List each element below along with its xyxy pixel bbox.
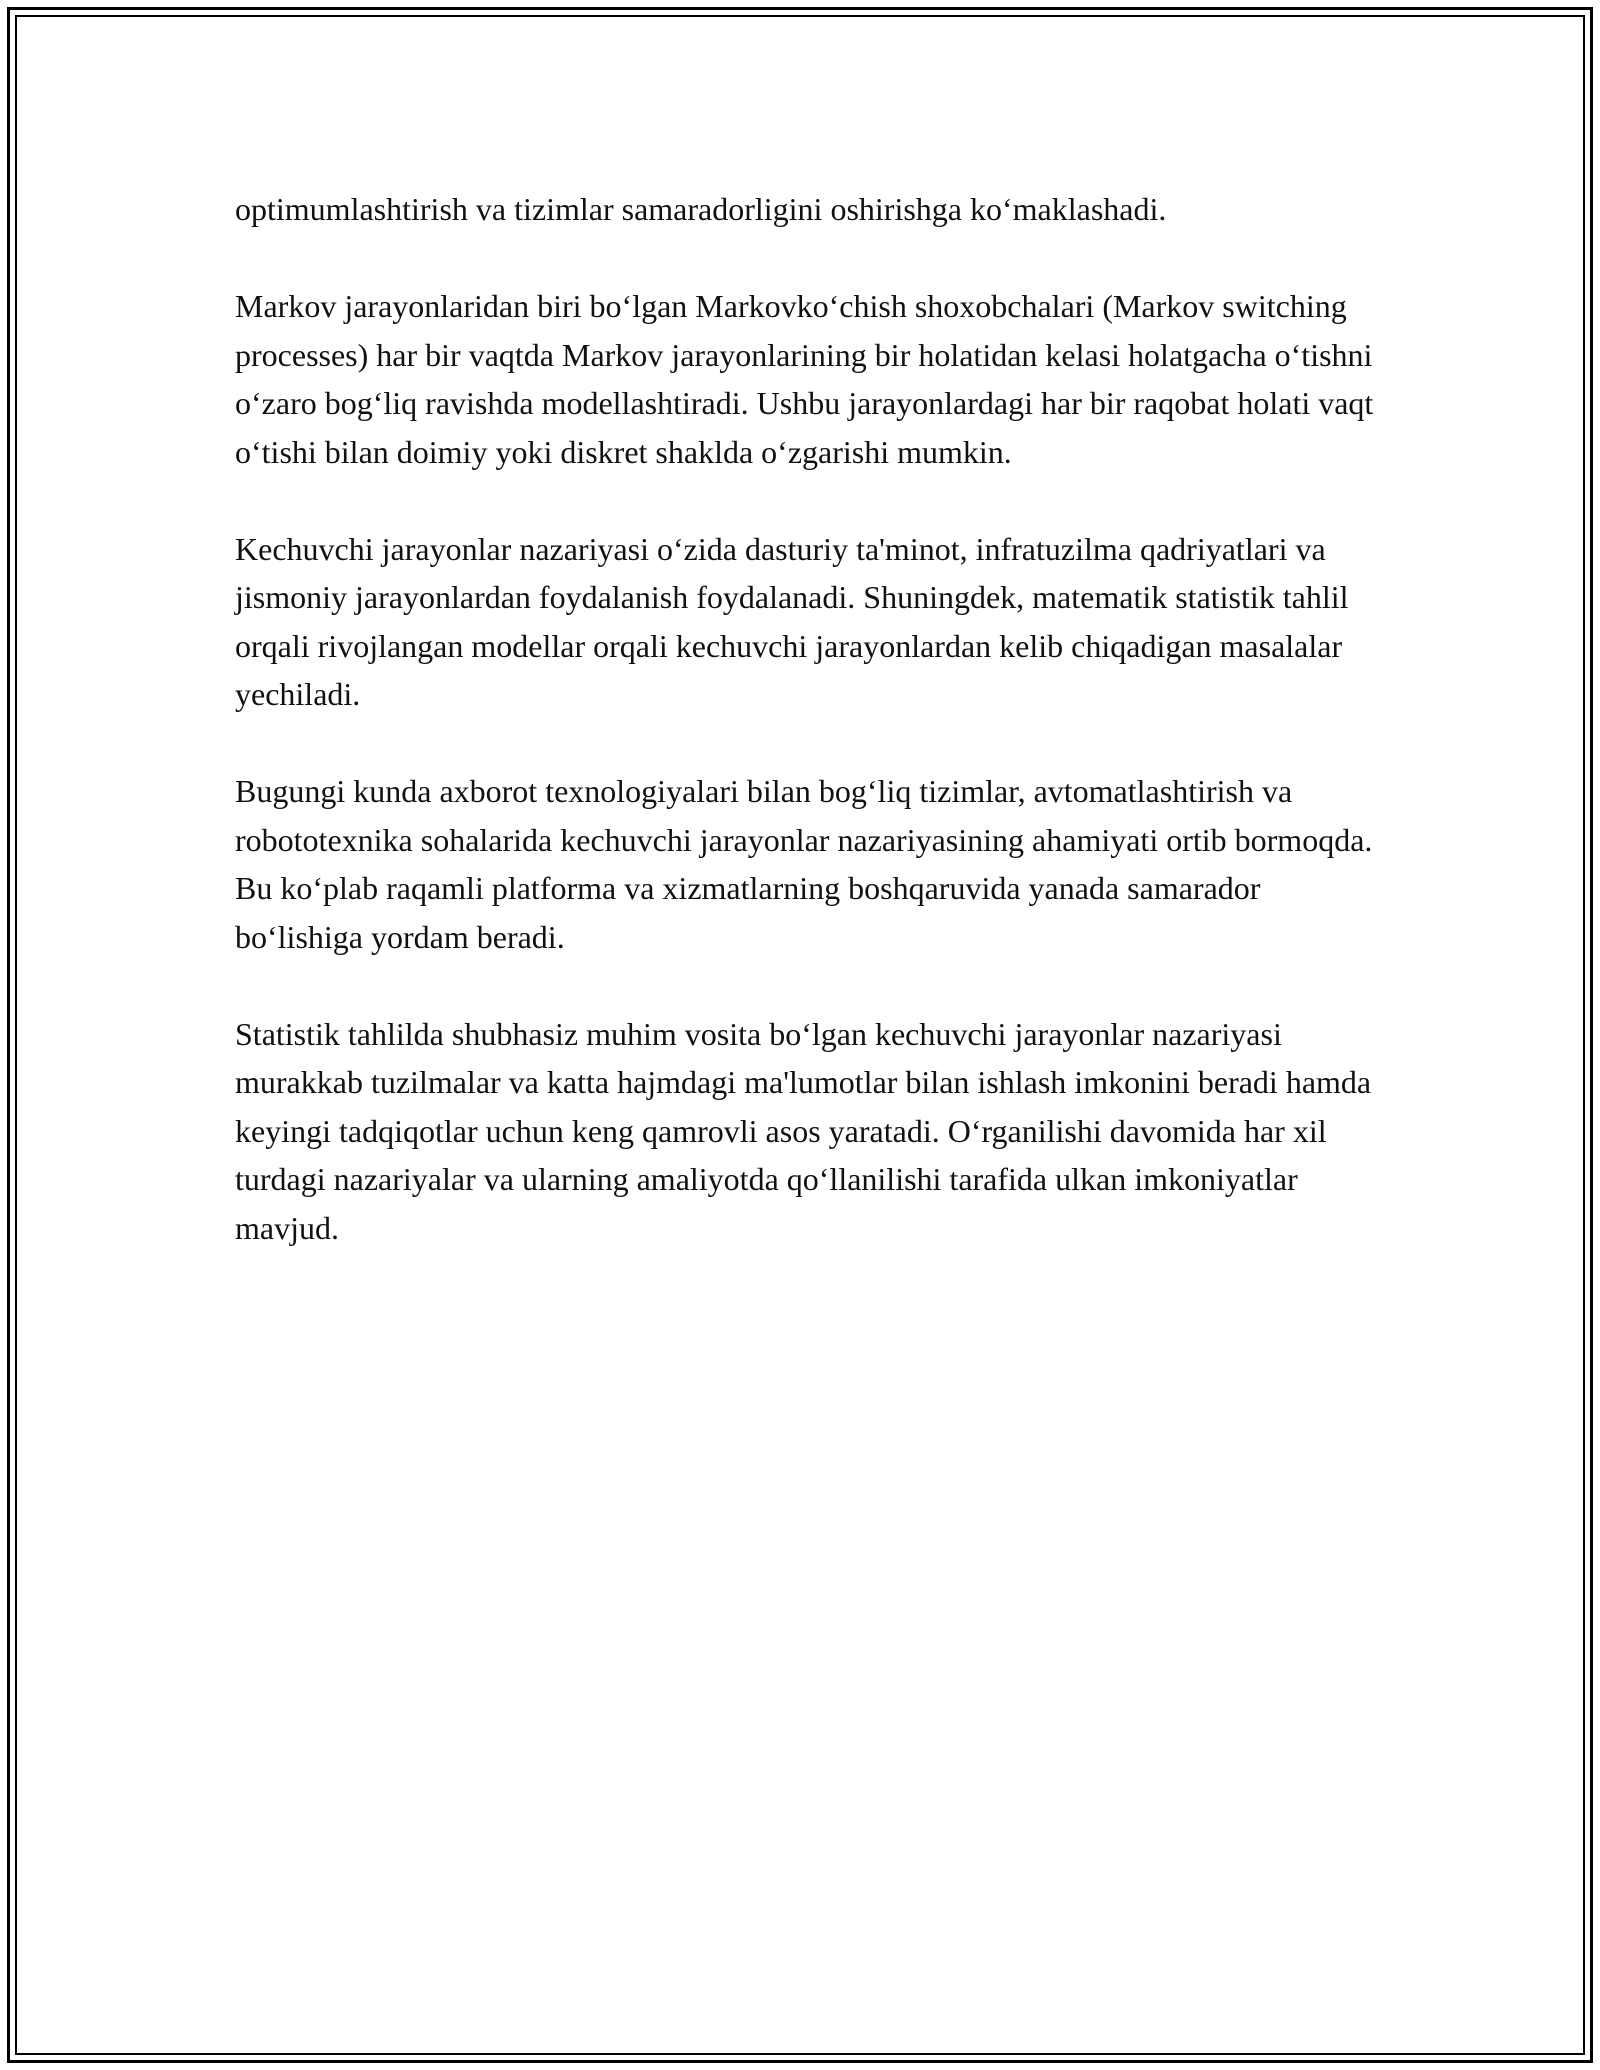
paragraph-2: Markov jarayonlaridan biri bo‘lgan Markovko‘chish shoxobchalari (Markov switching processes) har bir vaqtda Markov jarayonlarining bir holatidan kelasi holatgacha o‘tishni o‘zaro bog‘liq ravishda modellashtiradi. Ushbu jarayonlardagi har bir raqobat holati vaqt o‘tishi bilan doimiy yoki diskret shaklda o‘zgarishi mumkin. xyxy=(235,288,1374,470)
paragraph-5: Statistik tahlilda shubhasiz muhim vosita bo‘lgan kechuvchi jarayonlar nazariyasi murakkab tuzilmalar va katta hajmdagi ma'lumotlar bilan ishlash imkonini beradi hamda keyingi tadqiqotlar uchun keng qamrovli asos yaratadi. O‘rganilishi davomida har xil turdagi nazariyalar va ularning amaliyotda qo‘llanilishi tarafida ulkan imkoniyatlar mavjud. xyxy=(235,1015,1372,1246)
paragraph-4: Bugungi kunda axborot texnologiyalari bilan bog‘liq tizimlar, avtomatlashtirish va robototexnika sohalarida kechuvchi jarayonlar nazariyasining ahamiyati ortib bormoqda. Bu ko‘plab raqamli platforma va xizmatlarning boshqaruvida yanada samarador bo‘lishiga yordam beradi. xyxy=(235,773,1373,955)
paragraph-1: optimumlashtirish va tizimlar samaradorligini oshirishga ko‘maklashadi. xyxy=(235,191,1167,227)
paragraph-3: Kechuvchi jarayonlar nazariyasi o‘zida dasturiy ta'minot, infratuzilma qadriyatlari va jismoniy jarayonlardan foydalanish foydalanadi. Shuningdek, matematik statistik tahlil orqali rivojlangan modellar orqali kechuvchi jarayonlardan kelib chiqadigan masalalar yechiladi. xyxy=(235,530,1349,712)
document-body xyxy=(235,185,1385,1301)
